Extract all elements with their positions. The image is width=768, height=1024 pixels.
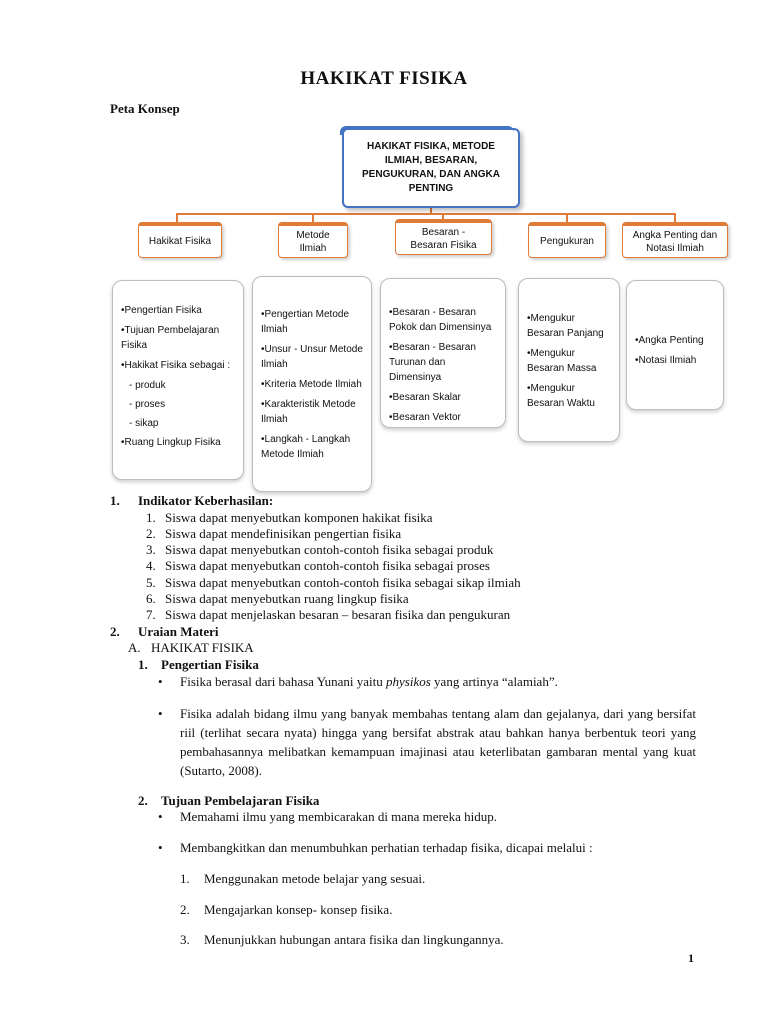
- category-angka-penting: Angka Penting dan Notasi Ilmiah: [622, 222, 728, 258]
- tujuan-heading: Tujuan Pembelajaran Fisika: [161, 793, 320, 808]
- category-hakikat-fisika: Hakikat Fisika: [138, 222, 222, 258]
- indikator-text: Siswa dapat mendefinisikan pengertian fisika: [165, 526, 402, 541]
- detail-subitem: - proses: [129, 399, 166, 410]
- connector-drop-2: [312, 213, 314, 222]
- indikator-text: Siswa dapat menyebutkan komponen hakikat fisika: [165, 510, 433, 525]
- detail-item: • Angka Penting: [635, 333, 717, 348]
- connector-drop-5: [674, 213, 676, 222]
- tujuan-item-number: 1.: [180, 871, 190, 886]
- detail-item: • Besaran Skalar: [389, 390, 499, 405]
- category-besaran-fisika: Besaran - Besaran Fisika: [395, 219, 492, 255]
- indikator-text: Siswa dapat menjelaskan besaran – besaran fisika dan pengukuran: [165, 607, 511, 622]
- indikator-text: Siswa dapat menyebutkan ruang lingkup fisika: [165, 591, 409, 606]
- detail-item: • Pengertian Fisika: [121, 303, 237, 318]
- connector-drop-4: [566, 213, 568, 222]
- tujuan-bullet-1: Memahami ilmu yang membicarakan di mana mereka hidup.: [180, 809, 497, 824]
- detail-hakikat-fisika: [112, 280, 244, 480]
- detail-item: • Kriteria Metode Ilmiah: [261, 377, 365, 392]
- detail-item: • Hakikat Fisika sebagai :: [121, 358, 237, 373]
- detail-item: • Tujuan Pembelajaran Fisika: [121, 323, 237, 353]
- pengertian-bullet-2: Fisika adalah bidang ilmu yang banyak membahas tentang alam dan gejalanya, dari yang bersifat riil (terlihat secara nyata) hingga yang bersifat abstrak atau bahkan hanya berbentuk teori yang pembahasannya melibatkan kemampuan imajinasi atau keterlibatan gambaran mental yang kuat (Sutarto, 2008).: [180, 706, 696, 778]
- concept-map: [0, 0, 768, 500]
- indikator-text: Siswa dapat menyebutkan contoh-contoh fisika sebagai sikap ilmiah: [165, 575, 521, 590]
- tujuan-bullet-2: Membangkitkan dan menumbuhkan perhatian terhadap fisika, dicapai melalui :: [180, 840, 593, 855]
- tujuan-number: 2.: [138, 793, 148, 808]
- detail-subitem: - sikap: [129, 418, 159, 429]
- detail-item: • Langkah - Langkah Metode Ilmiah: [261, 432, 365, 462]
- page-title: HAKIKAT FISIKA: [300, 68, 468, 89]
- tujuan-item-text: Menggunakan metode belajar yang sesuai.: [204, 871, 426, 886]
- section1-number: 1.: [110, 493, 120, 508]
- detail-item: • Unsur - Unsur Metode Ilmiah: [261, 342, 365, 372]
- indikator-number: 2.: [146, 526, 156, 541]
- pengertian-bullet-1-pre: Fisika berasal dari bahasa Yunani yaitu: [180, 674, 387, 689]
- subsection-a-letter: A.: [128, 640, 141, 655]
- detail-pengukuran: [518, 278, 620, 442]
- indikator-number: 4.: [146, 558, 156, 573]
- bullet-icon: •: [158, 809, 163, 824]
- pengertian-heading: Pengertian Fisika: [161, 657, 259, 672]
- detail-besaran-fisika: [380, 278, 506, 428]
- bullet-icon: •: [158, 840, 163, 855]
- bullet-icon: •: [158, 706, 163, 721]
- indikator-text: Siswa dapat menyebutkan contoh-contoh fisika sebagai produk: [165, 542, 494, 557]
- detail-item: • Mengukur Besaran Panjang: [527, 311, 613, 341]
- tujuan-item-number: 2.: [180, 902, 190, 917]
- detail-item: • Besaran - Besaran Pokok dan Dimensinya: [389, 305, 499, 335]
- section1-heading: Indikator Keberhasilan:: [138, 493, 274, 508]
- section2-heading: Uraian Materi: [138, 624, 219, 639]
- detail-metode-ilmiah: [252, 276, 372, 492]
- connector-drop-1: [176, 213, 178, 222]
- concept-root: HAKIKAT FISIKA, METODE ILMIAH, BESARAN, PENGUKURAN, DAN ANGKA PENTING: [342, 128, 520, 208]
- detail-item: • Besaran Vektor: [389, 410, 499, 425]
- detail-angka-penting: [626, 280, 724, 410]
- section2-number: 2.: [110, 624, 120, 639]
- pengertian-bullet-1-italic: physikos: [386, 674, 431, 689]
- detail-item: • Notasi Ilmiah: [635, 353, 717, 368]
- page-number: 1: [688, 951, 694, 965]
- detail-item: • Mengukur Besaran Massa: [527, 346, 613, 376]
- pengertian-number: 1.: [138, 657, 148, 672]
- indikator-number: 1.: [146, 510, 156, 525]
- tujuan-item-text: Menunjukkan hubungan antara fisika dan lingkungannya.: [204, 932, 504, 947]
- detail-item: • Karakteristik Metode Ilmiah: [261, 397, 365, 427]
- tujuan-item-text: Mengajarkan konsep- konsep fisika.: [204, 902, 393, 917]
- indikator-number: 6.: [146, 591, 156, 606]
- indikator-number: 7.: [146, 607, 156, 622]
- subsection-a-title: HAKIKAT FISIKA: [151, 640, 254, 655]
- detail-item: • Pengertian Metode Ilmiah: [261, 307, 365, 337]
- section-subtitle: Peta Konsep: [110, 101, 180, 116]
- detail-subitem: - produk: [129, 380, 166, 391]
- indikator-number: 3.: [146, 542, 156, 557]
- indikator-text: Siswa dapat menyebutkan contoh-contoh fisika sebagai proses: [165, 558, 490, 573]
- detail-item: • Besaran - Besaran Turunan dan Dimensinya: [389, 340, 499, 385]
- pengertian-bullet-1: [180, 674, 558, 690]
- detail-item: • Ruang Lingkup Fisika: [121, 435, 237, 450]
- connector-horizontal: [176, 213, 676, 215]
- category-pengukuran: Pengukuran: [528, 222, 606, 258]
- bullet-icon: •: [158, 674, 163, 689]
- pengertian-bullet-1-post: yang artinya “alamiah”.: [430, 674, 558, 689]
- indikator-number: 5.: [146, 575, 156, 590]
- detail-item: • Mengukur Besaran Waktu: [527, 381, 613, 411]
- tujuan-item-number: 3.: [180, 932, 190, 947]
- category-metode-ilmiah: Metode Ilmiah: [278, 222, 348, 258]
